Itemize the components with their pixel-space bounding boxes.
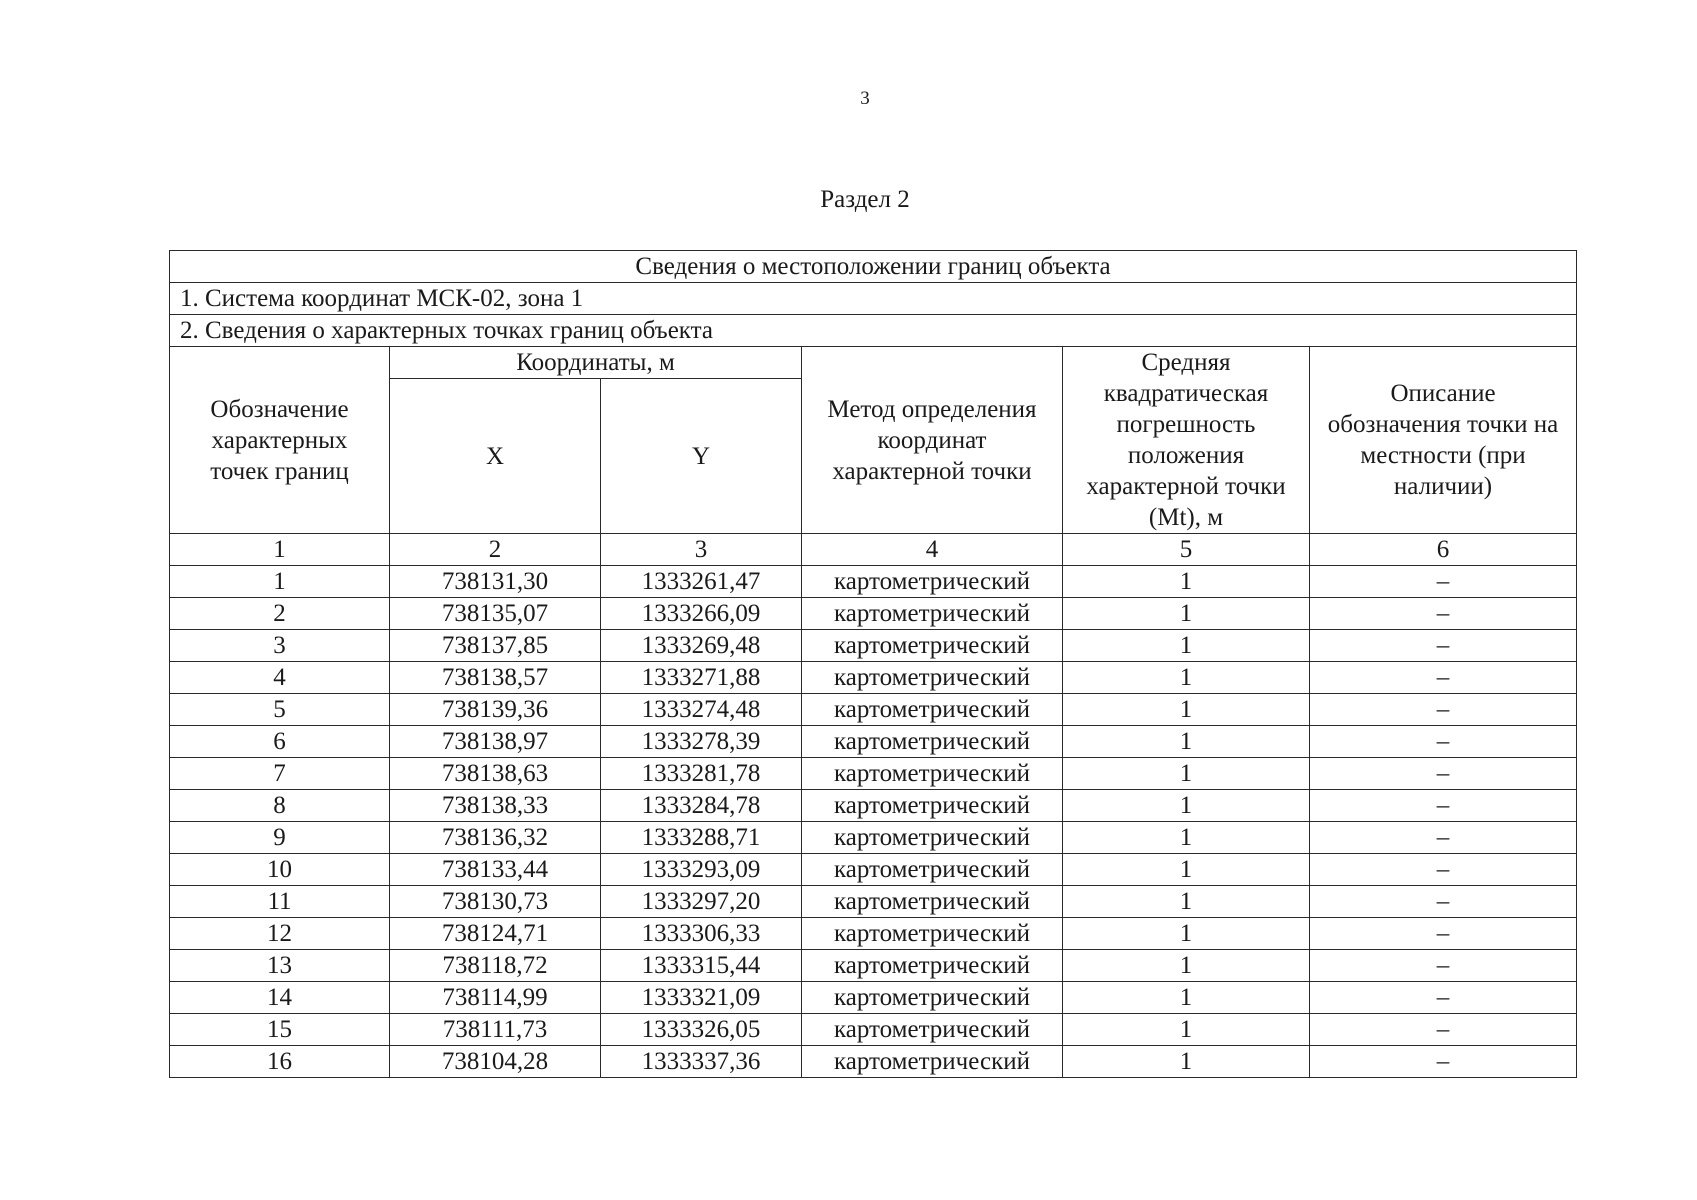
description-cell: –: [1310, 694, 1577, 726]
error-cell: 1: [1063, 854, 1310, 886]
method-cell: картометрический: [802, 566, 1063, 598]
method-cell: картометрический: [802, 1046, 1063, 1078]
x-coordinate-cell: 738114,99: [390, 982, 601, 1014]
x-coordinate-cell: 738111,73: [390, 1014, 601, 1046]
y-coordinate-cell: 1333281,78: [601, 758, 802, 790]
point-number-cell: 3: [170, 630, 390, 662]
table-row: [170, 598, 1577, 630]
header-error-text: Средняя квадратическая погрешность положения характерной точки (Mt), м: [1086, 349, 1286, 531]
coordinates-table: [169, 250, 1577, 1078]
description-cell: –: [1310, 566, 1577, 598]
column-number: 6: [1310, 534, 1577, 566]
y-coordinate-cell: 1333271,88: [601, 662, 802, 694]
header-point-designation-text: Обозначение характерных точек границ: [210, 395, 349, 485]
x-coordinate-cell: 738138,33: [390, 790, 601, 822]
y-coordinate-cell: 1333321,09: [601, 982, 802, 1014]
method-cell: картометрический: [802, 598, 1063, 630]
coordinate-system-line: 1. Система координат МСК-02, зона 1: [170, 283, 1577, 315]
x-coordinate-cell: 738136,32: [390, 822, 601, 854]
x-coordinate-cell: 738139,36: [390, 694, 601, 726]
error-cell: 1: [1063, 886, 1310, 918]
method-cell: картометрический: [802, 918, 1063, 950]
method-cell: картометрический: [802, 630, 1063, 662]
y-coordinate-cell: 1333269,48: [601, 630, 802, 662]
error-cell: 1: [1063, 790, 1310, 822]
column-number: 3: [601, 534, 802, 566]
points-info-line: 2. Сведения о характерных точках границ объекта: [170, 315, 1577, 347]
column-number: 2: [390, 534, 601, 566]
method-cell: картометрический: [802, 886, 1063, 918]
point-number-cell: 10: [170, 854, 390, 886]
error-cell: 1: [1063, 598, 1310, 630]
y-coordinate-cell: 1333297,20: [601, 886, 802, 918]
header-error: [1063, 347, 1310, 534]
x-coordinate-cell: 738138,63: [390, 758, 601, 790]
point-number-cell: 6: [170, 726, 390, 758]
description-cell: –: [1310, 886, 1577, 918]
header-method: [802, 347, 1063, 534]
header-coordinates: Координаты, м: [390, 347, 802, 379]
x-coordinate-cell: 738124,71: [390, 918, 601, 950]
y-coordinate-cell: 1333266,09: [601, 598, 802, 630]
header-point-designation: [170, 347, 390, 534]
point-number-cell: 4: [170, 662, 390, 694]
method-cell: картометрический: [802, 790, 1063, 822]
description-cell: –: [1310, 918, 1577, 950]
method-cell: картометрический: [802, 758, 1063, 790]
point-number-cell: 13: [170, 950, 390, 982]
method-cell: картометрический: [802, 1014, 1063, 1046]
y-coordinate-cell: 1333274,48: [601, 694, 802, 726]
point-number-cell: 7: [170, 758, 390, 790]
x-coordinate-cell: 738131,30: [390, 566, 601, 598]
column-numbers-row: [170, 534, 1577, 566]
section-title: Раздел 2: [820, 186, 910, 213]
y-coordinate-cell: 1333261,47: [601, 566, 802, 598]
table-row: [170, 790, 1577, 822]
description-cell: –: [1310, 726, 1577, 758]
x-coordinate-cell: 738118,72: [390, 950, 601, 982]
error-cell: 1: [1063, 566, 1310, 598]
x-coordinate-cell: 738138,97: [390, 726, 601, 758]
table-row: [170, 726, 1577, 758]
header-x: X: [390, 379, 601, 534]
column-number: 5: [1063, 534, 1310, 566]
description-cell: –: [1310, 982, 1577, 1014]
y-coordinate-cell: 1333293,09: [601, 854, 802, 886]
table-row: [170, 758, 1577, 790]
error-cell: 1: [1063, 662, 1310, 694]
description-cell: –: [1310, 854, 1577, 886]
table-row: [170, 982, 1577, 1014]
description-cell: –: [1310, 758, 1577, 790]
header-y: Y: [601, 379, 802, 534]
table-row: [170, 822, 1577, 854]
description-cell: –: [1310, 1046, 1577, 1078]
x-coordinate-cell: 738137,85: [390, 630, 601, 662]
point-number-cell: 5: [170, 694, 390, 726]
method-cell: картометрический: [802, 982, 1063, 1014]
method-cell: картометрический: [802, 662, 1063, 694]
table-row: [170, 694, 1577, 726]
table-row: [170, 886, 1577, 918]
error-cell: 1: [1063, 1046, 1310, 1078]
x-coordinate-cell: 738133,44: [390, 854, 601, 886]
header-method-text: Метод определения координат характерной точки: [827, 395, 1037, 485]
error-cell: 1: [1063, 758, 1310, 790]
point-number-cell: 8: [170, 790, 390, 822]
y-coordinate-cell: 1333315,44: [601, 950, 802, 982]
error-cell: 1: [1063, 1014, 1310, 1046]
table-title: Сведения о местоположении границ объекта: [170, 251, 1577, 283]
table-row: [170, 1014, 1577, 1046]
point-number-cell: 9: [170, 822, 390, 854]
header-description: [1310, 347, 1577, 534]
error-cell: 1: [1063, 630, 1310, 662]
table-row: [170, 1046, 1577, 1078]
description-cell: –: [1310, 1014, 1577, 1046]
y-coordinate-cell: 1333284,78: [601, 790, 802, 822]
method-cell: картометрический: [802, 950, 1063, 982]
method-cell: картометрический: [802, 854, 1063, 886]
x-coordinate-cell: 738135,07: [390, 598, 601, 630]
x-coordinate-cell: 738138,57: [390, 662, 601, 694]
method-cell: картометрический: [802, 726, 1063, 758]
y-coordinate-cell: 1333306,33: [601, 918, 802, 950]
description-cell: –: [1310, 598, 1577, 630]
method-cell: картометрический: [802, 822, 1063, 854]
description-cell: –: [1310, 630, 1577, 662]
table-row: [170, 662, 1577, 694]
error-cell: 1: [1063, 694, 1310, 726]
column-number: 4: [802, 534, 1063, 566]
table-row: [170, 630, 1577, 662]
x-coordinate-cell: 738104,28: [390, 1046, 601, 1078]
method-cell: картометрический: [802, 694, 1063, 726]
x-coordinate-cell: 738130,73: [390, 886, 601, 918]
column-number: 1: [170, 534, 390, 566]
point-number-cell: 11: [170, 886, 390, 918]
table-row: [170, 950, 1577, 982]
error-cell: 1: [1063, 822, 1310, 854]
description-cell: –: [1310, 950, 1577, 982]
point-number-cell: 2: [170, 598, 390, 630]
description-cell: –: [1310, 790, 1577, 822]
error-cell: 1: [1063, 726, 1310, 758]
error-cell: 1: [1063, 918, 1310, 950]
error-cell: 1: [1063, 950, 1310, 982]
point-number-cell: 1: [170, 566, 390, 598]
table-row: [170, 918, 1577, 950]
error-cell: 1: [1063, 982, 1310, 1014]
y-coordinate-cell: 1333288,71: [601, 822, 802, 854]
point-number-cell: 12: [170, 918, 390, 950]
point-number-cell: 15: [170, 1014, 390, 1046]
description-cell: –: [1310, 662, 1577, 694]
description-cell: –: [1310, 822, 1577, 854]
table-row: [170, 854, 1577, 886]
point-number-cell: 16: [170, 1046, 390, 1078]
table-row: [170, 566, 1577, 598]
y-coordinate-cell: 1333337,36: [601, 1046, 802, 1078]
y-coordinate-cell: 1333278,39: [601, 726, 802, 758]
header-description-text: Описание обозначения точки на местности (при наличии): [1327, 380, 1559, 500]
point-number-cell: 14: [170, 982, 390, 1014]
y-coordinate-cell: 1333326,05: [601, 1014, 802, 1046]
page-number: 3: [860, 88, 870, 109]
